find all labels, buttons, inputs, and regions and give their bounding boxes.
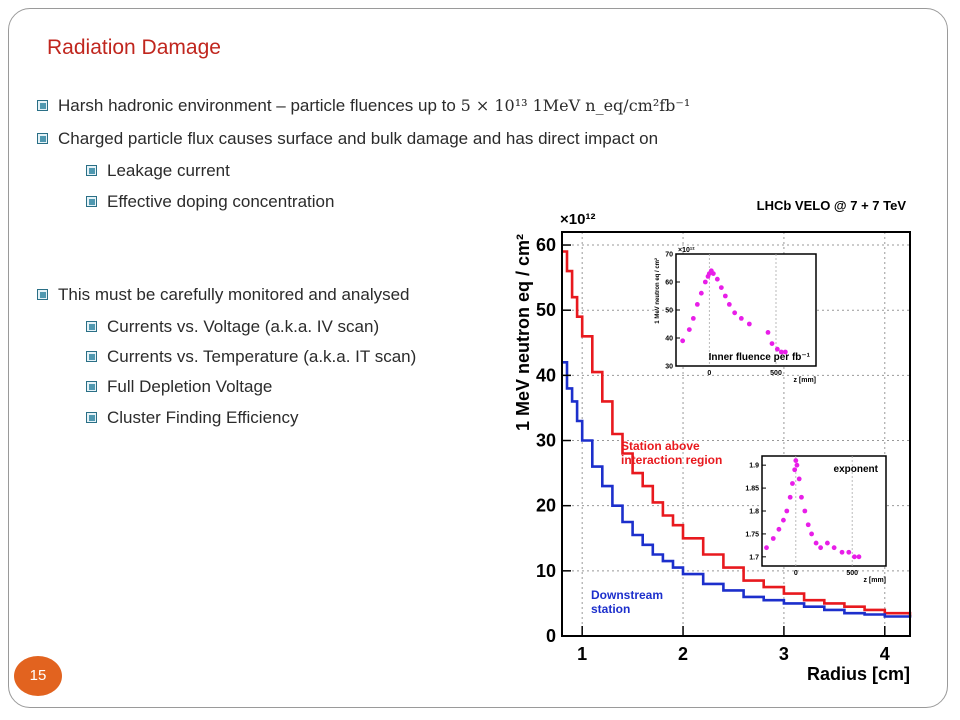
- inset-fluence-point: [691, 316, 696, 321]
- inset-exponent-y-tick-label: 1.85: [745, 485, 759, 493]
- annotation-line: Downstream: [591, 588, 664, 602]
- bullet-text: Effective doping concentration: [107, 192, 335, 211]
- x-tick-label: 1: [577, 644, 588, 664]
- inset-fluence-point: [732, 310, 737, 315]
- inset-fluence-x-tick-label: 500: [770, 370, 782, 377]
- inset-fluence-point: [727, 302, 732, 307]
- inset-exponent-point: [857, 554, 862, 559]
- annotation-line: Station above: [621, 439, 700, 453]
- inset-exponent-point: [771, 536, 776, 541]
- sub-bullet: [86, 347, 416, 367]
- bullet-text: Currents vs. Voltage (a.k.a. IV scan): [107, 317, 380, 336]
- inset-fluence-title: Inner fluence per fb⁻¹: [708, 352, 810, 363]
- annotation-line: station: [591, 602, 631, 616]
- slide-title: Radiation Damage: [47, 36, 221, 59]
- bullet-icon: [86, 321, 97, 332]
- inset-fluence-y-tick-label: 40: [665, 335, 673, 343]
- inset-fluence-point: [680, 338, 685, 343]
- inset-exponent-point: [793, 458, 798, 463]
- inset-fluence-y-axis-label: 1 MeV neutron eq / cm²: [655, 258, 661, 324]
- inset-exponent-point: [799, 495, 804, 500]
- inset-exponent-point: [788, 495, 793, 500]
- chart-title: LHCb VELO @ 7 + 7 TeV: [756, 198, 906, 213]
- y-tick-label: 40: [535, 365, 556, 386]
- sub-bullet: [86, 408, 299, 428]
- bullet-icon: [86, 381, 97, 392]
- sub-bullet: [86, 377, 272, 397]
- bullet-icon: [86, 351, 97, 362]
- inset-fluence-point: [711, 271, 716, 276]
- bullet-text: Cluster Finding Efficiency: [107, 408, 299, 427]
- inset-exponent-point: [781, 518, 786, 523]
- inset-exponent-x-axis-label: z [mm]: [863, 577, 886, 584]
- sub-bullet: [86, 161, 230, 181]
- bullet-icon: [37, 100, 48, 111]
- inset-exponent-x-tick-label: 500: [846, 570, 859, 577]
- inset-exponent-x-tick-label: 0: [793, 570, 798, 577]
- inset-exponent-point: [840, 550, 845, 555]
- inset-exponent-point: [814, 541, 819, 546]
- inset-fluence-point: [747, 322, 752, 327]
- inset-fluence-x-axis-label: z [mm]: [793, 377, 816, 384]
- inset-exponent-point: [777, 527, 782, 532]
- x-tick-label: 2: [678, 644, 689, 664]
- inset-exponent-point: [797, 477, 802, 482]
- sub-bullet: [86, 317, 379, 337]
- fluence-chart: [500, 196, 925, 691]
- inset-fluence-point: [770, 341, 775, 346]
- inset-fluence-point: [695, 302, 700, 307]
- bullet-icon: [86, 412, 97, 423]
- bullet-text: Currents vs. Temperature (a.k.a. IT scan): [107, 347, 417, 366]
- y-multiplier: ×10¹²: [560, 211, 596, 228]
- inset-fluence-x-tick-label: 0: [707, 370, 712, 377]
- bullet-monitoring: [37, 285, 410, 305]
- y-tick-label: 50: [535, 300, 556, 321]
- x-tick-label: 3: [778, 644, 789, 664]
- annotation-line: interaction region: [621, 453, 723, 467]
- x-axis-label: Radius [cm]: [806, 664, 910, 684]
- inset-fluence-point: [703, 280, 708, 285]
- inset-exponent-y-tick-label: 1.9: [749, 462, 759, 470]
- inset-exponent-point: [790, 481, 795, 486]
- inset-fluence-point: [723, 294, 728, 299]
- inset-exponent-point: [792, 467, 797, 472]
- bullet-text: Full Depletion Voltage: [107, 377, 273, 396]
- sub-bullet: [86, 192, 334, 212]
- y-tick-label: 20: [535, 495, 556, 516]
- bullet-icon: [37, 289, 48, 300]
- fluence-formula: 5 × 10¹³ 1MeV n_eq/cm²fb⁻¹: [460, 96, 691, 115]
- inset-exponent-point: [784, 509, 789, 514]
- y-axis-label: 1 MeV neutron eq / cm²: [513, 234, 533, 432]
- bullet-fluence: [37, 96, 690, 116]
- y-tick-label: 60: [535, 235, 556, 256]
- inset-exponent-point: [832, 545, 837, 550]
- inset-fluence-point: [699, 291, 704, 296]
- inset-fluence-y-tick-label: 30: [665, 363, 673, 371]
- inset-fluence-point: [739, 316, 744, 321]
- inset-fluence-y-tick-label: 50: [665, 307, 673, 315]
- inset-exponent-point: [806, 522, 811, 527]
- y-tick-label: 30: [535, 430, 556, 451]
- inset-exponent-y-tick-label: 1.8: [749, 508, 759, 516]
- bullet-text: Charged particle flux causes surface and bulk damage and has direct impact on: [58, 129, 659, 148]
- bullet-text: Harsh hadronic environment – particle fluences up to: [58, 96, 456, 115]
- inset-exponent-point: [825, 541, 830, 546]
- page-number: 15: [14, 656, 62, 696]
- inset-exponent-point: [802, 509, 807, 514]
- y-tick-label: 0: [545, 626, 556, 646]
- bullet-icon: [86, 196, 97, 207]
- inset-fluence-y-tick-label: 60: [665, 279, 673, 287]
- bullet-flux: [37, 129, 658, 149]
- inset-exponent-point: [795, 463, 800, 468]
- x-tick-label: 4: [879, 644, 890, 664]
- inset-fluence-frame: [676, 254, 816, 366]
- inset-exponent-y-tick-label: 1.7: [749, 554, 759, 562]
- inset-exponent-title: exponent: [833, 464, 878, 475]
- bullet-text: This must be carefully monitored and analysed: [58, 285, 410, 304]
- y-tick-label: 10: [535, 560, 556, 581]
- inset-fluence-point: [687, 327, 692, 332]
- inset-fluence-y-tick-label: 70: [665, 251, 673, 259]
- inset-fluence-point: [715, 277, 720, 282]
- inset-fluence-y-multiplier: ×10¹²: [678, 247, 695, 254]
- inset-fluence-point: [719, 285, 724, 290]
- inset-exponent-y-tick-label: 1.75: [745, 531, 759, 539]
- inset-exponent-point: [818, 545, 823, 550]
- inset-exponent-point: [852, 554, 857, 559]
- inset-fluence-point: [775, 347, 780, 352]
- bullet-icon: [37, 133, 48, 144]
- bullet-text: Leakage current: [107, 161, 230, 180]
- inset-exponent-point: [809, 532, 814, 537]
- inset-exponent-point: [846, 550, 851, 555]
- inset-exponent-point: [764, 545, 769, 550]
- bullet-icon: [86, 165, 97, 176]
- inset-fluence-point: [766, 330, 771, 335]
